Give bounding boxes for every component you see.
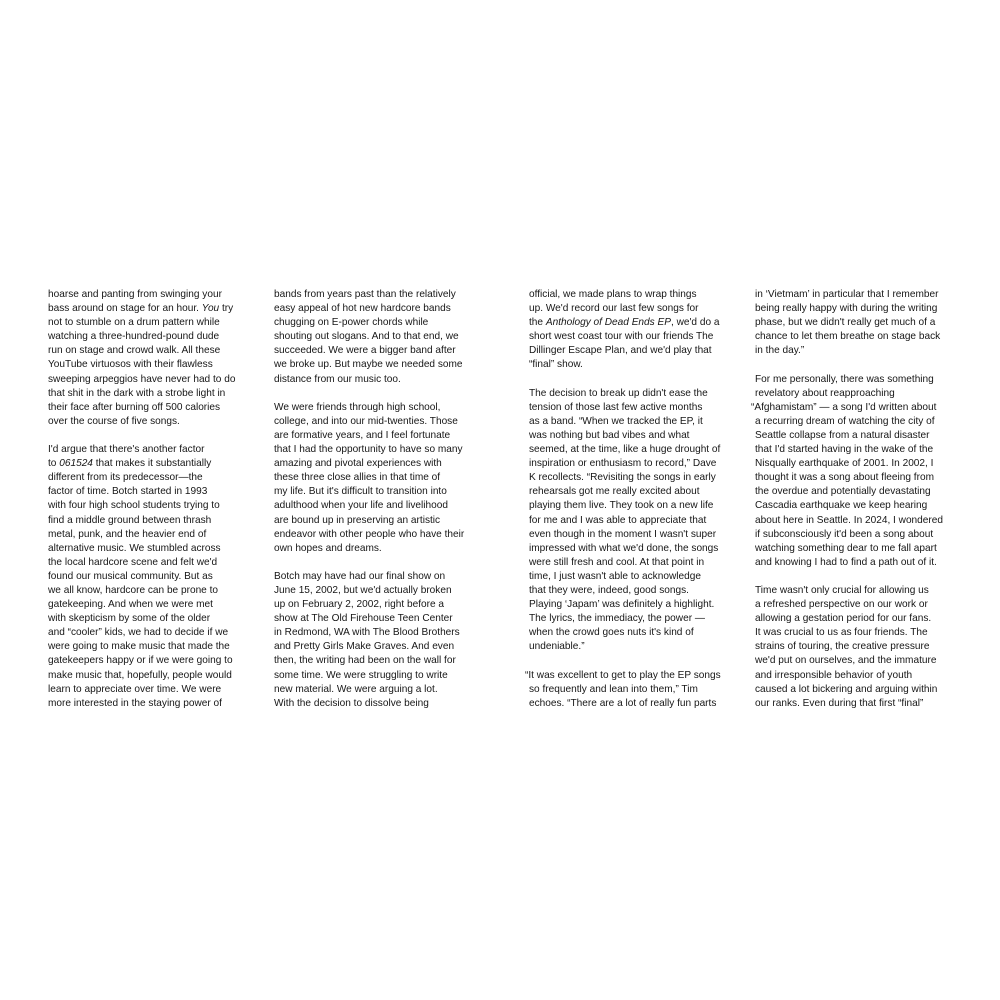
text-line: then, the writing had been on the wall for [274,655,456,667]
text-line: Dillinger Escape Plan, and we'd play that [529,345,712,357]
text-line: we broke up. But maybe we needed some [274,359,463,371]
paragraph [529,387,729,655]
text-line: bass around on stage for an hour. [48,303,202,315]
paragraph [529,288,729,373]
paragraph [48,288,248,429]
text-line: were going to make music that made the [48,641,230,653]
paragraph [525,669,729,711]
paragraph [274,288,474,387]
text-line: Nisqually earthquake of 2001. In 2002, I [755,458,934,470]
text-line: new material. We were arguing a lot. [274,683,438,695]
text-line: that shit in the dark with a strobe light in [48,387,226,399]
text-line: “It was excellent to get to play the EP songs [525,669,721,681]
text-line: YouTube virtuosos with their flawless [48,359,213,371]
text-line: that makes it substantially [92,458,212,470]
text-line: our ranks. Even during that first “final” [755,697,924,709]
text-line: hoarse and panting from swinging your [48,289,222,300]
text-line: undeniable.” [529,641,585,653]
text-line: are formative years, and I feel fortunate [274,429,451,441]
text-line: inspiration or enthusiasm to record,” Dave [529,458,717,470]
text-line: that I'd started having in the wake of the [755,444,934,456]
text-line: echoes. “There are a lot of really fun parts [529,697,717,709]
text-line: Cascadia earthquake we keep hearing [755,500,928,512]
text-line: different from its predecessor—the [48,472,203,484]
text-line: make music that, hopefully, people would [48,669,232,681]
text-line: more interested in the staying power of [48,697,222,709]
text-line: and knowing I had to find a path out of it. [755,556,937,568]
text-line: With the decision to dissolve being [274,697,429,709]
text-line: distance from our music too. [274,373,401,385]
text-line: watching a three-hundred-pound dude [48,331,220,343]
paragraph [48,443,248,711]
text-line: I'd argue that there's another factor [48,444,205,456]
text-line: allowing a gestation period for our fans. [755,613,932,625]
text-column-1 [48,288,248,711]
text-line: time, I just wasn't able to acknowledge [529,570,701,582]
text-line: up. We'd record our last few songs for [529,303,699,315]
text-line: Botch may have had our final show on [274,570,446,582]
text-line: we all know, hardcore can be prone to [48,584,219,596]
text-line: was nothing but bad vibes and what [529,429,690,441]
text-line: own hopes and dreams. [274,542,382,554]
text-line: in the day.” [755,345,805,357]
text-line: revelatory about reapproaching [755,387,895,399]
text-line: a refreshed perspective on our work or [755,599,928,611]
text-column-4 [751,288,955,711]
text-line: short west coast tour with our friends The [529,331,714,343]
paragraph [755,584,955,711]
text-line: in ‘Vietmam’ in particular that I remember [755,289,939,300]
text-line: in Redmond, WA with The Blood Brothers [274,627,460,639]
text-line: factor of time. Botch started in 1993 [48,486,208,498]
text-line: K recollects. “Revisiting the songs in early [529,472,716,484]
text-line: and “cooler” kids, we had to decide if we [48,627,229,639]
text-line: The lyrics, the immediacy, the power — [529,613,705,625]
text-line: chance to let them breathe on stage back [755,331,941,343]
text-line: seemed, at the time, like a huge drought of [529,444,721,456]
text-line: bands from years past than the relatively [274,289,456,300]
paragraph [755,288,955,358]
text-line: alternative music. We stumbled across [48,542,221,554]
text-line: with skepticism by some of the older [48,613,211,625]
text-line: a recurring dream of watching the city of [755,415,935,427]
text-line: succeeded. We were a bigger band after [274,345,456,357]
text-line: being really happy with during the writing [755,303,938,315]
text-line: if subconsciously it'd been a song about [755,528,934,540]
text-line: these three close allies in that time of [274,472,441,484]
text-line: are bound up in preserving an artistic [274,514,441,526]
text-line: gatekeepers happy or if we were going to [48,655,233,667]
text-line: that I had the opportunity to have so many [274,444,463,456]
text-line: sweeping arpeggios have never had to do [48,373,236,385]
text-line: caused a lot bickering and arguing within [755,683,938,695]
text-line: adulthood when your life and livelihood [274,500,448,512]
text-line: watching something dear to me fall apart [755,542,937,554]
text-line: even though in the moment I wasn't super [529,528,717,540]
text-line: when the crowd goes nuts it's kind of [529,627,694,639]
album-title: 061524 [59,458,93,470]
text-line: the overdue and potentially devastating [755,486,931,498]
ep-title: Anthology of Dead Ends EP [545,317,671,329]
text-line: about here in Seattle. In 2024, I wondered [755,514,943,526]
text-line: some time. We were struggling to write [274,669,448,681]
text-line: amazing and pivotal experiences with [274,458,442,470]
text-line: playing them live. They took on a new life [529,500,714,512]
text-line: We were friends through high school, [274,401,441,413]
italic-word: You [201,303,220,315]
text-line: try [219,303,234,315]
text-line: thought it was a song about fleeing from [755,472,934,484]
text-line: rehearsals got me really excited about [529,486,700,498]
text-line: the [529,317,546,329]
text-line: metal, punk, and the heavier end of [48,528,207,540]
text-line: college, and into our mid-twenties. Those [274,415,458,427]
paragraph [274,401,474,556]
text-line: Playing ‘Japam’ was definitely a highlight. [529,599,715,611]
text-line: It was crucial to us as four friends. The [755,627,928,639]
text-line: , we'd do a [670,317,720,329]
text-line: for me and I was able to appreciate that [529,514,707,526]
text-line: tension of those last few active months [529,401,703,413]
text-line: The decision to break up didn't ease the [529,387,708,399]
text-line: not to stumble on a drum pattern while [48,317,220,329]
text-line: we'd put on ourselves, and the immature [755,655,937,667]
text-line: Time wasn't only crucial for allowing us [755,584,929,596]
text-line: show at The Old Firehouse Teen Center [274,613,453,625]
text-line: my life. But it's difficult to transition into [274,486,447,498]
text-line: official, we made plans to wrap things [529,289,697,300]
text-line: phase, but we didn't really get much of a [755,317,936,329]
text-line: that they were, indeed, good songs. [529,584,689,596]
text-line: find a middle ground between thrash [48,514,212,526]
text-line: Seattle collapse from a natural disaster [755,429,930,441]
text-line: with four high school students trying to [48,500,220,512]
text-line: impressed with what we'd done, the songs [529,542,719,554]
text-line: easy appeal of hot new hardcore bands [274,303,451,315]
text-line: found our musical community. But as [48,570,213,582]
text-column-2 [274,288,474,711]
text-line: chugging on E-power chords while [274,317,429,329]
text-line: up on February 2, 2002, right before a [274,599,445,611]
text-line: so frequently and lean into them,” Tim [529,683,698,695]
text-line: June 15, 2002, but we'd actually broken [274,584,452,596]
text-line: the local hardcore scene and felt we'd [48,556,218,568]
text-line: their face after burning off 500 calories [48,401,221,413]
text-line: “final” show. [529,359,583,371]
text-line: gatekeeping. And when we were met [48,599,213,611]
paragraph [274,570,474,711]
text-line: strains of touring, the creative pressure [755,641,930,653]
text-line: and Pretty Girls Make Graves. And even [274,641,455,653]
text-line: “Afghamistam” — a song I'd written about [751,401,937,413]
text-line: over the course of five songs. [48,415,180,427]
text-line: endeavor with other people who have their [274,528,465,540]
text-line: run on stage and crowd walk. All these [48,345,221,357]
text-column-3 [525,288,729,711]
text-line: as a band. “When we tracked the EP, it [529,415,703,427]
text-line: were still fresh and cool. At that point in [529,556,705,568]
text-line: shouting out slogans. And to that end, we [274,331,459,343]
text-line: and irresponsible behavior of youth [755,669,913,681]
text-line: For me personally, there was something [755,373,934,385]
text-line: learn to appreciate over time. We were [48,683,222,695]
paragraph [751,373,955,570]
text-line: to [48,458,60,470]
